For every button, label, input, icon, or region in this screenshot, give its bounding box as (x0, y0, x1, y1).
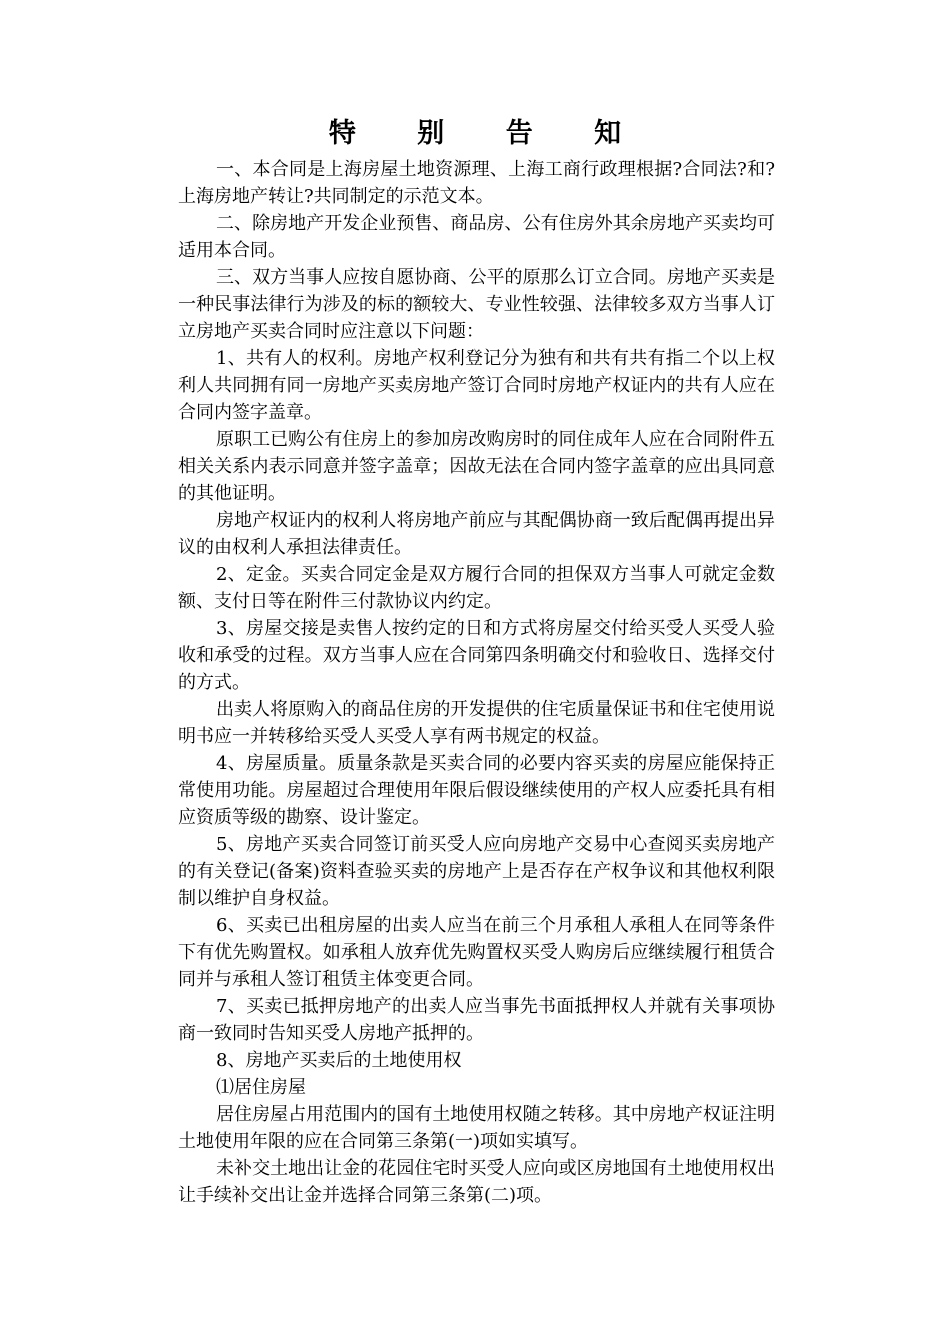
paragraph: 6、买卖已出租房屋的出卖人应当在前三个月承租人承租人在同等条件下有优先购置权。如承租人放弃优先购置权买受人购房后应继续履行租赁合同并与承租人签订租赁主体变更合同。 (178, 915, 775, 990)
paragraph: 三、双方当事人应按自愿协商、公平的原那么订立合同。房地产买卖是一种民事法律行为涉及的标的额较大、专业性较强、法律较多双方当事人订立房地产买卖合同时应注意以下问题： (178, 267, 775, 342)
paragraph: 2、定金。买卖合同定金是双方履行合同的担保双方当事人可就定金数额、支付日等在附件三付款协议内约定。 (178, 564, 775, 612)
paragraph: 3、房屋交接是卖售人按约定的日和方式将房屋交付给买受人买受人验收和承受的过程。双方当事人应在合同第四条明确交付和验收日、选择交付的方式。 (178, 618, 775, 693)
paragraph: 5、房地产买卖合同签订前买受人应向房地产交易中心查阅买卖房地产的有关登记(备案)资料查验买卖的房地产上是否存在产权争议和其他权利限制以维护自身权益。 (178, 834, 775, 909)
paragraph: 居住房屋占用范围内的国有土地使用权随之转移。其中房地产权证注明土地使用年限的应在合同第三条第(一)项如实填写。 (178, 1104, 775, 1152)
paragraph: 8、房地产买卖后的土地使用权 (216, 1050, 462, 1071)
document-body (178, 156, 775, 1209)
paragraph: 7、买卖已抵押房地产的出卖人应当事先书面抵押权人并就有关事项协商一致同时告知买受人房地产抵押的。 (178, 996, 775, 1044)
paragraph: 4、房屋质量。质量条款是买卖合同的必要内容买卖的房屋应能保持正常使用功能。房屋超过合理使用年限后假设继续使用的产权人应委托具有相应资质等级的勘察、设计鉴定。 (178, 753, 775, 828)
paragraph: 房地产权证内的权利人将房地产前应与其配偶协商一致后配偶再提出异议的由权利人承担法律责任。 (178, 510, 775, 558)
paragraph: 未补交土地出让金的花园住宅时买受人应向或区房地国有土地使用权出让手续补交出让金并选择合同第三条第(二)项。 (178, 1158, 775, 1206)
paragraph: 原职工已购公有住房上的参加房改购房时的同住成年人应在合同附件五相关关系内表示同意并签字盖章；因故无法在合同内签字盖章的应出具同意的其他证明。 (178, 429, 775, 504)
page-title: 特 别 告 知 (328, 118, 648, 149)
paragraph: 出卖人将原购入的商品住房的开发提供的住宅质量保证书和住宅使用说明书应一并转移给买受人买受人享有两书规定的权益。 (178, 699, 775, 747)
paragraph: 1、共有人的权利。房地产权利登记分为独有和共有共有指二个以上权利人共同拥有同一房地产买卖房地产签订合同时房地产权证内的共有人应在合同内签字盖章。 (178, 348, 775, 423)
paragraph: ⑴居住房屋 (216, 1077, 306, 1098)
paragraph: 一、本合同是上海房屋土地资源理、上海工商行政理根据?合同法?和?上海房地产转让?共同制定的示范文本。 (178, 159, 775, 207)
paragraph: 二、除房地产开发企业预售、商品房、公有住房外其余房地产买卖均可适用本合同。 (178, 213, 775, 261)
